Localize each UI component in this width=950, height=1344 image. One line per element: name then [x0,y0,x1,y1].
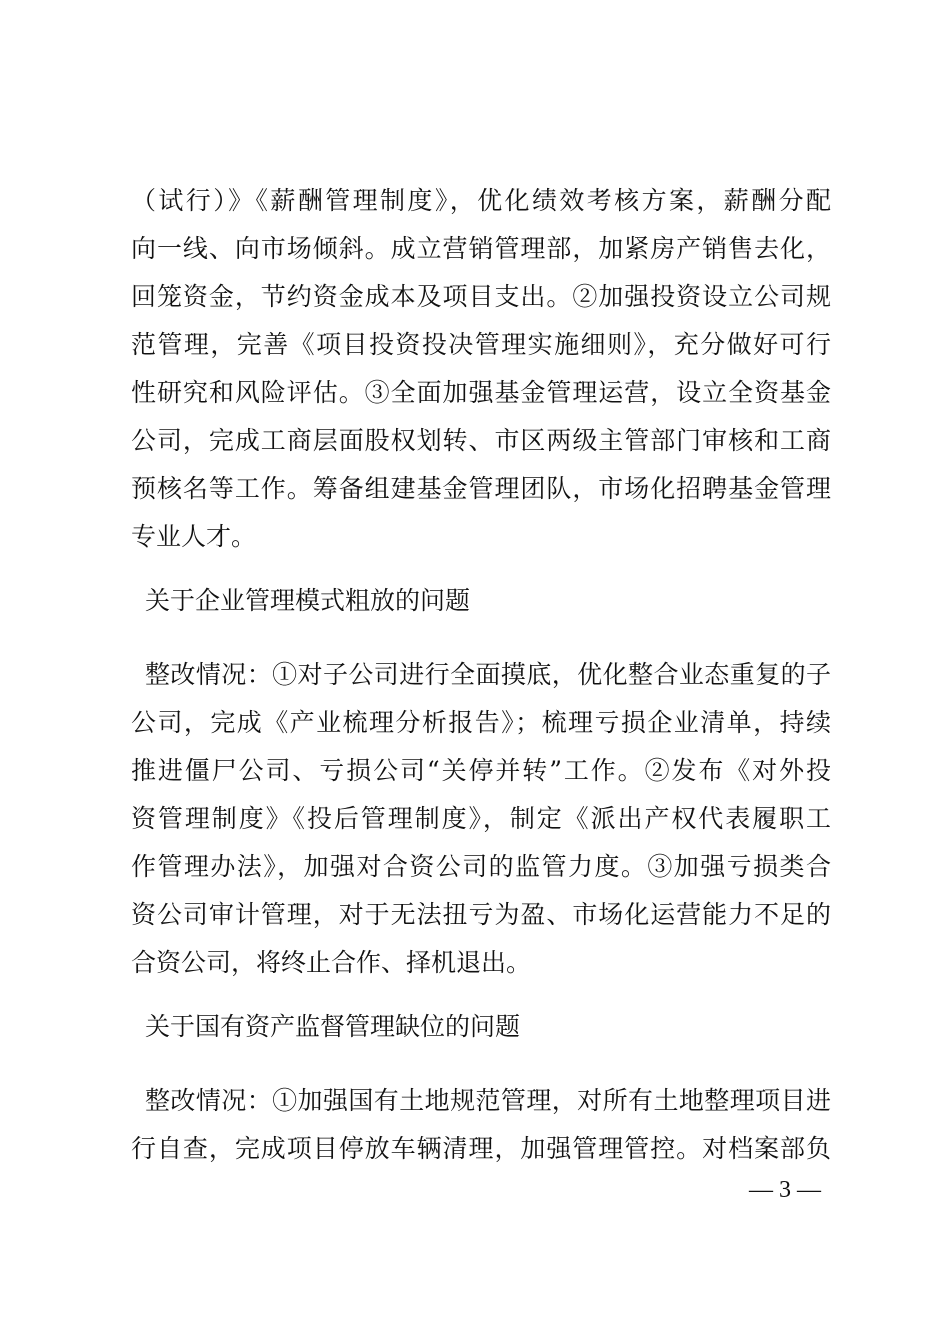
paragraph-1-line-3: 回笼资金，节约资金成本及项目支出。②加强投资设立公司规 [131,282,831,311]
paragraph-1-line-7: 预核名等工作。筹备组建基金管理团队，市场化招聘基金管理 [131,474,831,503]
paragraph-2-line-6: 资公司审计管理，对于无法扭亏为盈、市场化运营能力不足的 [131,900,831,929]
paragraph-2-line-3: 推进僵尸公司、亏损公司“关停并转”工作。②发布《对外投 [131,756,831,785]
paragraph-2-line-7: 合资公司，将终止合作、择机退出。 [131,948,532,977]
section-heading-management-mode: 关于企业管理模式粗放的问题 [145,586,471,615]
paragraph-2-line-1: 整改情况：①对子公司进行全面摸底，优化整合业态重复的子 [145,660,831,689]
paragraph-2-line-2: 公司，完成《产业梳理分析报告》；梳理亏损企业清单，持续 [131,708,831,737]
paragraph-3-line-1: 整改情况：①加强国有土地规范管理，对所有土地整理项目进 [145,1086,831,1115]
paragraph-3-line-2: 行自查，完成项目停放车辆清理，加强管理管控。对档案部负 [131,1134,831,1163]
paragraph-1-line-4: 范管理，完善《项目投资投决管理实施细则》，充分做好可行 [131,330,831,359]
paragraph-1-line-8: 专业人才。 [131,522,257,551]
section-heading-asset-supervision: 关于国有资产监督管理缺位的问题 [145,1012,521,1041]
paragraph-1-line-6: 公司，完成工商层面股权划转、市区两级主管部门审核和工商 [131,426,831,455]
paragraph-1-line-1: （试行）》《薪酬管理制度》，优化绩效考核方案，薪酬分配 [131,186,831,215]
paragraph-1-line-5: 性研究和风险评估。③全面加强基金管理运营，设立全资基金 [131,378,831,407]
page-number: — 3 — [749,1177,821,1203]
paragraph-1-line-2: 向一线、向市场倾斜。成立营销管理部，加紧房产销售去化， [131,234,831,263]
paragraph-2-line-4: 资管理制度》《投后管理制度》，制定《派出产权代表履职工 [131,804,831,833]
paragraph-2-line-5: 作管理办法》，加强对合资公司的监管力度。③加强亏损类合 [131,852,831,881]
